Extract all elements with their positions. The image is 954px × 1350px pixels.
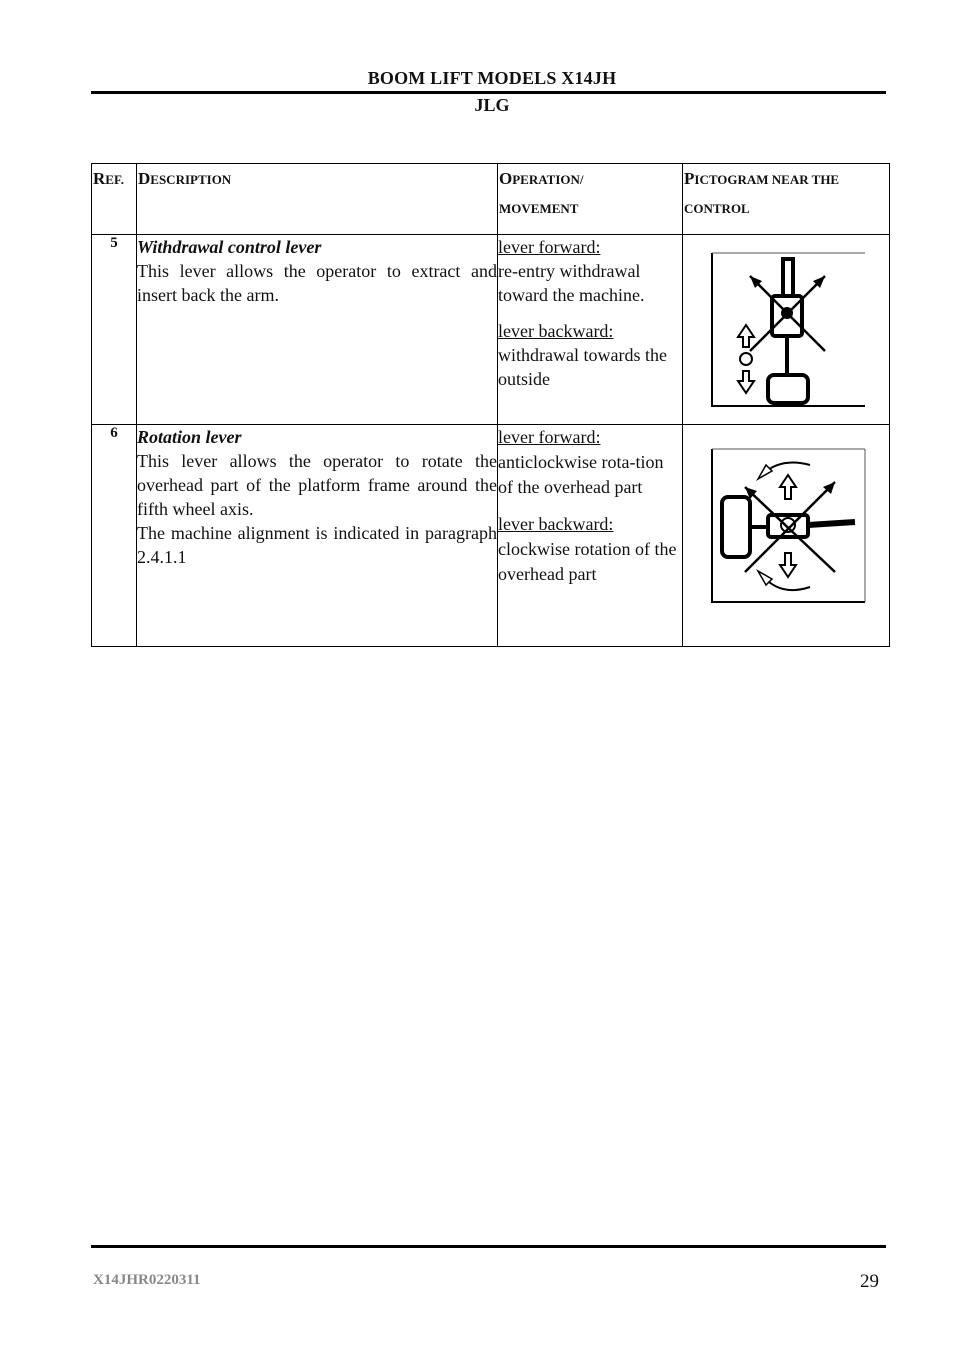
row-text: This lever allows the operator to rotate the overhead part of the platform frame around the fifth wheel axis. (137, 451, 497, 519)
document-title: BOOM LIFT MODELS X14JH (367, 68, 617, 88)
column-header-description: DESCRIPTION (137, 164, 498, 235)
row-title: Rotation lever (137, 427, 242, 447)
op-forward-text: re-entry withdrawal toward the machine. (498, 261, 645, 305)
row-text: This lever allows the operator to extract and insert back the arm. (137, 261, 497, 305)
op-backward-label: lever backward: (498, 321, 614, 341)
page-number: 29 (860, 1271, 879, 1292)
row-title: Withdrawal control lever (137, 237, 322, 257)
op-forward-label: lever forward: (498, 427, 601, 447)
row-operation (498, 235, 683, 425)
op-backward-label: lever backward: (498, 514, 614, 534)
rotation-lever-pictogram-icon (710, 447, 870, 607)
row-text-alignment: The machine alignment is indicated in paragraph 2.4.1.1 (137, 523, 497, 567)
row-ref: 6 (92, 425, 137, 647)
row-description (137, 425, 498, 647)
table-row (92, 235, 890, 425)
op-forward-text: anticlockwise rota-tion of the overhead part (498, 452, 664, 497)
op-backward-text: withdrawal towards the outside (498, 345, 667, 389)
withdrawal-lever-pictogram-icon (710, 251, 870, 411)
row-pictogram (683, 235, 890, 425)
row-ref: 5 (92, 235, 137, 425)
table-header-row (92, 164, 890, 235)
column-header-operation: OPERATION/ MOVEMENT (498, 164, 683, 235)
op-forward-label: lever forward: (498, 237, 601, 257)
controls-table (91, 163, 890, 647)
op-backward-text: clockwise rotation of the overhead part (498, 539, 677, 584)
footer-rule (91, 1245, 886, 1248)
row-description (137, 235, 498, 425)
row-pictogram (683, 425, 890, 647)
header-rule (91, 91, 886, 94)
column-header-ref: REF. (92, 164, 137, 235)
row-operation (498, 425, 683, 647)
column-header-pictogram: PICTOGRAM NEAR THE CONTROL (683, 164, 890, 235)
brand-name: JLG (474, 95, 510, 115)
document-code: X14JHR0220311 (93, 1272, 201, 1288)
table-row (92, 425, 890, 647)
